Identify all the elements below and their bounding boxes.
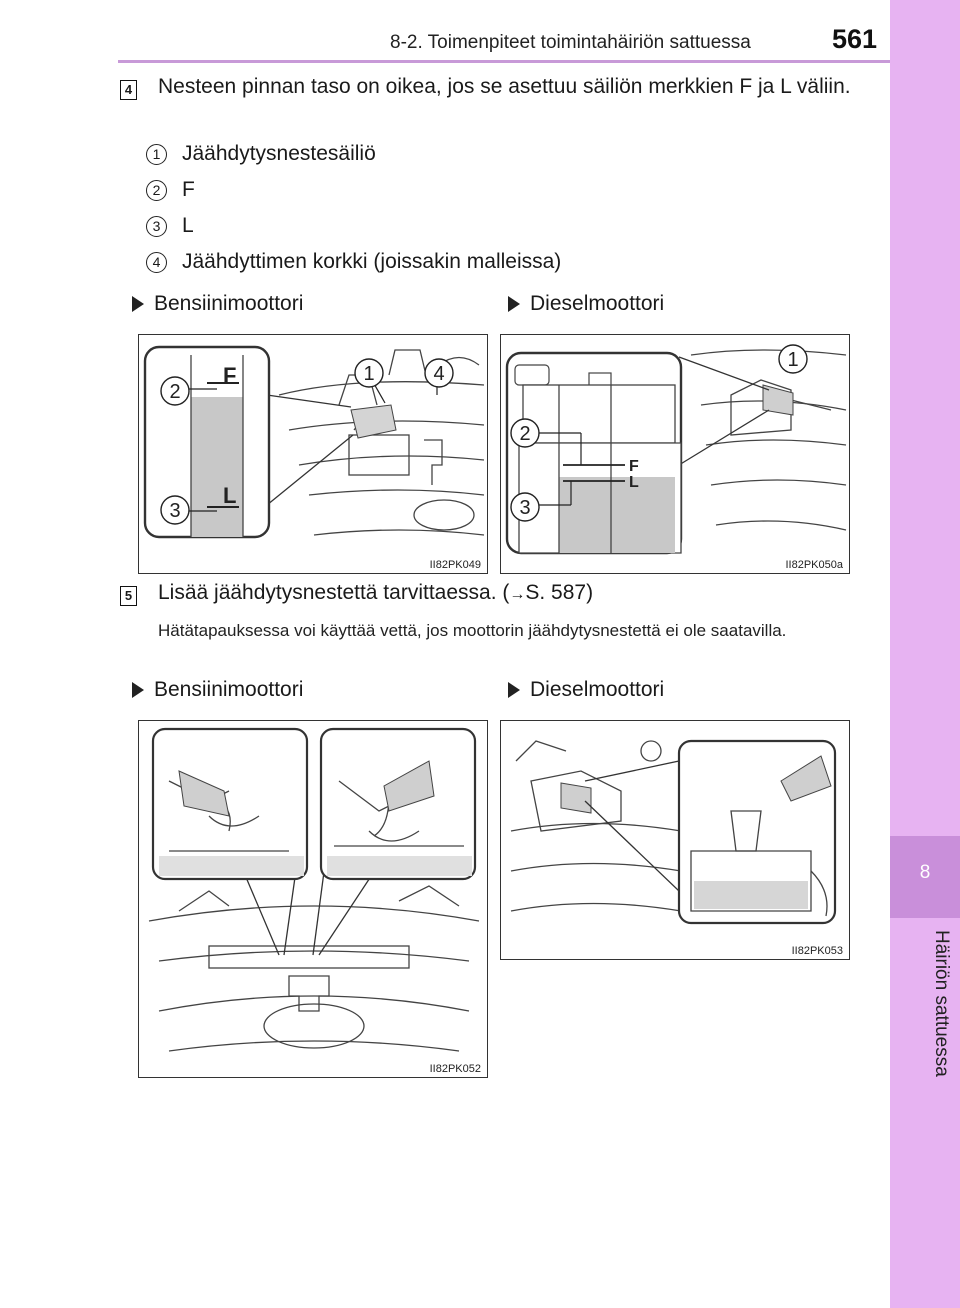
triangle-bullet-icon (508, 296, 520, 312)
header-divider (118, 60, 890, 63)
legend-label: Jäähdyttimen korkki (joissakin malleissa) (182, 250, 562, 273)
fig-callout-1: 1 (363, 363, 375, 385)
coolant-refill-illustration (139, 721, 488, 1078)
chapter-title: Häiriön sattuessa (931, 930, 952, 1077)
fig-callout-3: 3 (519, 497, 531, 519)
step5-text (158, 578, 593, 610)
legend-label: F (182, 178, 195, 201)
chapter-number: 8 (919, 862, 931, 883)
fig-callout-2: 2 (519, 423, 531, 445)
step-number-4: 4 (120, 80, 137, 100)
step5-note: Hätätapauksessa voi käyttää vettä, jos moottorin jäähdytysnestettä ei ole saatavilla. (158, 621, 787, 640)
page-reference-arrow-icon: → (509, 586, 526, 603)
fig-callout-1: 1 (787, 349, 799, 371)
fig-mark-l: L (629, 474, 639, 491)
figure-diesel-refill (500, 720, 850, 960)
triangle-bullet-icon (508, 682, 520, 698)
subhead-diesel-2 (508, 678, 664, 702)
legend-number: 3 (146, 216, 167, 237)
subhead-label: Bensiinimoottori (154, 292, 304, 315)
step5-text-part: Lisää jäähdytysnestettä tarvittaessa. ( (158, 581, 510, 604)
fig-mark-f: F (223, 363, 237, 388)
figure-code: II82PK050a (785, 559, 843, 571)
figure-diesel-reservoir (500, 334, 850, 574)
legend-number: 1 (146, 144, 167, 165)
section-title: 8-2. Toimenpiteet toimintahäiriön sattuessa (390, 32, 751, 53)
triangle-bullet-icon (132, 682, 144, 698)
fig-callout-4: 4 (433, 363, 445, 385)
page-reference: S. 587) (525, 581, 594, 604)
figure-gasoline-reservoir (138, 334, 488, 574)
step4-text: Nesteen pinnan taso on oikea, jos se asettuu säiliön merkkien F ja L väliin. (158, 75, 851, 98)
fig-mark-f: F (629, 458, 639, 475)
figure-code: II82PK049 (429, 559, 481, 571)
fig-callout-3: 3 (169, 500, 181, 522)
step-number-5: 5 (120, 586, 137, 606)
fig-callout-2: 2 (169, 381, 181, 403)
figure-code: II82PK052 (429, 1063, 481, 1075)
legend-label: Jäähdytysnestesäiliö (182, 142, 376, 165)
fig-mark-l: L (223, 483, 237, 508)
engine-bay-illustration (501, 335, 850, 574)
engine-bay-illustration (139, 335, 488, 574)
legend-number: 2 (146, 180, 167, 201)
figure-gasoline-refill (138, 720, 488, 1078)
subhead-label: Bensiinimoottori (154, 678, 304, 701)
subhead-label: Dieselmoottori (530, 292, 665, 315)
legend-label: L (182, 214, 194, 237)
page-number: 561 (832, 24, 878, 54)
subhead-diesel-1 (508, 292, 664, 316)
triangle-bullet-icon (132, 296, 144, 312)
subhead-label: Dieselmoottori (530, 678, 665, 701)
figure-code: II82PK053 (791, 945, 843, 957)
subhead-gasoline-1 (132, 292, 303, 316)
subhead-gasoline-2 (132, 678, 303, 702)
legend-number: 4 (146, 252, 167, 273)
chapter-side-tab (890, 0, 960, 1308)
coolant-refill-illustration (501, 721, 850, 960)
